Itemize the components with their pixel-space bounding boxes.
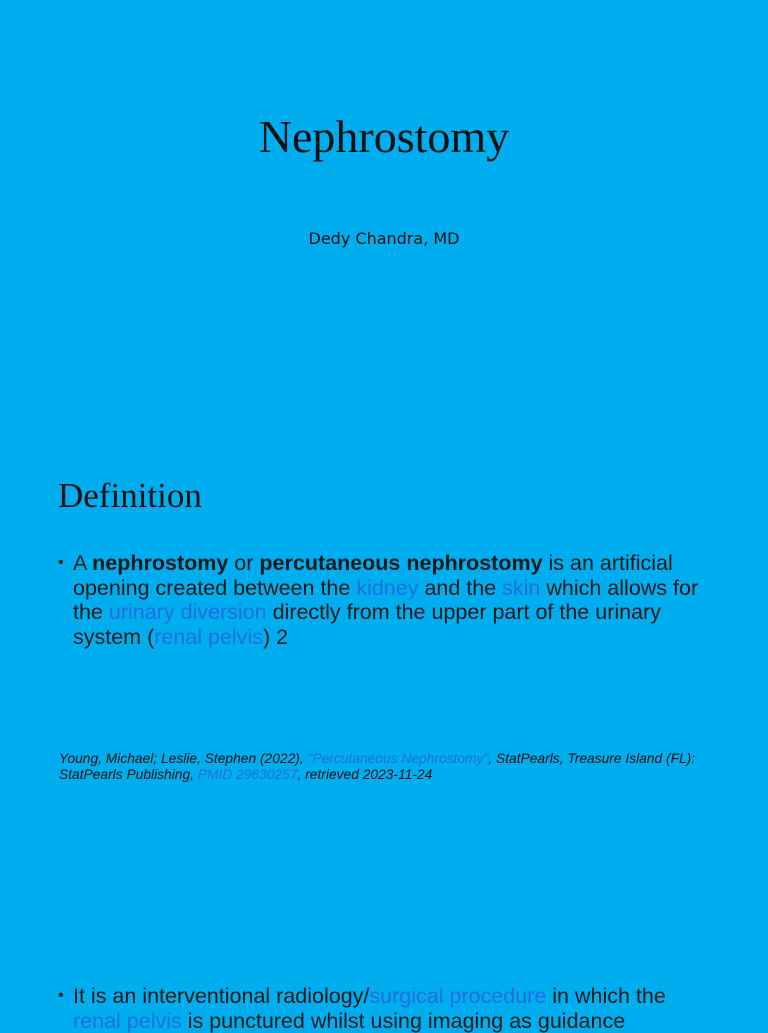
text-fragment: and the — [418, 575, 503, 600]
link-skin[interactable]: skin — [502, 575, 541, 600]
term-percutaneous-nephrostomy: percutaneous nephrostomy — [259, 551, 543, 575]
procedure-bullet — [58, 984, 718, 1033]
link-kidney[interactable]: kidney — [356, 575, 419, 600]
term-nephrostomy: nephrostomy — [92, 551, 229, 575]
text-fragment: which allows for the — [73, 575, 699, 624]
text-fragment: A — [73, 551, 93, 575]
bullet-marker: • — [58, 987, 64, 1004]
procedure-text — [73, 984, 718, 1033]
link-renal-pelvis[interactable]: renal pelvis — [154, 624, 263, 649]
text-fragment: It is an interventional radiology/ — [73, 984, 370, 1008]
text-fragment: is punctured whilst using imaging as guidance — [181, 1008, 626, 1033]
definition-bullet — [58, 551, 718, 649]
citation-retrieved: , retrieved 2023-11-24 — [297, 767, 433, 782]
text-fragment: directly from the upper part of the urinary system ( — [73, 600, 661, 649]
text-fragment: is an artificial opening created between the — [73, 551, 673, 600]
citation — [59, 751, 709, 783]
text-fragment: or — [228, 551, 260, 575]
definition-text — [73, 551, 718, 649]
definition-heading: Definition — [58, 476, 202, 515]
author-name: Dedy Chandra, MD — [308, 229, 460, 248]
citation-authors: Young, Michael; Leslie, Stephen (2022), — [59, 751, 308, 766]
link-renal-pelvis[interactable]: renal pelvis — [73, 1008, 182, 1033]
text-fragment: in which the — [546, 984, 666, 1008]
slide-title: Nephrostomy — [258, 111, 510, 162]
link-pmid[interactable]: PMID 29630257 — [197, 767, 298, 782]
bullet-marker: • — [58, 554, 64, 571]
link-citation-title[interactable]: "Percutaneous Nephrostomy" — [307, 751, 489, 766]
link-surgical-procedure[interactable]: surgical procedure — [369, 984, 547, 1008]
link-urinary-diversion[interactable]: urinary diversion — [108, 600, 267, 624]
citation-publisher: , StatPearls, Treasure Island (FL): StatPearls Publishing, — [59, 751, 696, 782]
text-fragment: ) 2 — [262, 624, 289, 649]
